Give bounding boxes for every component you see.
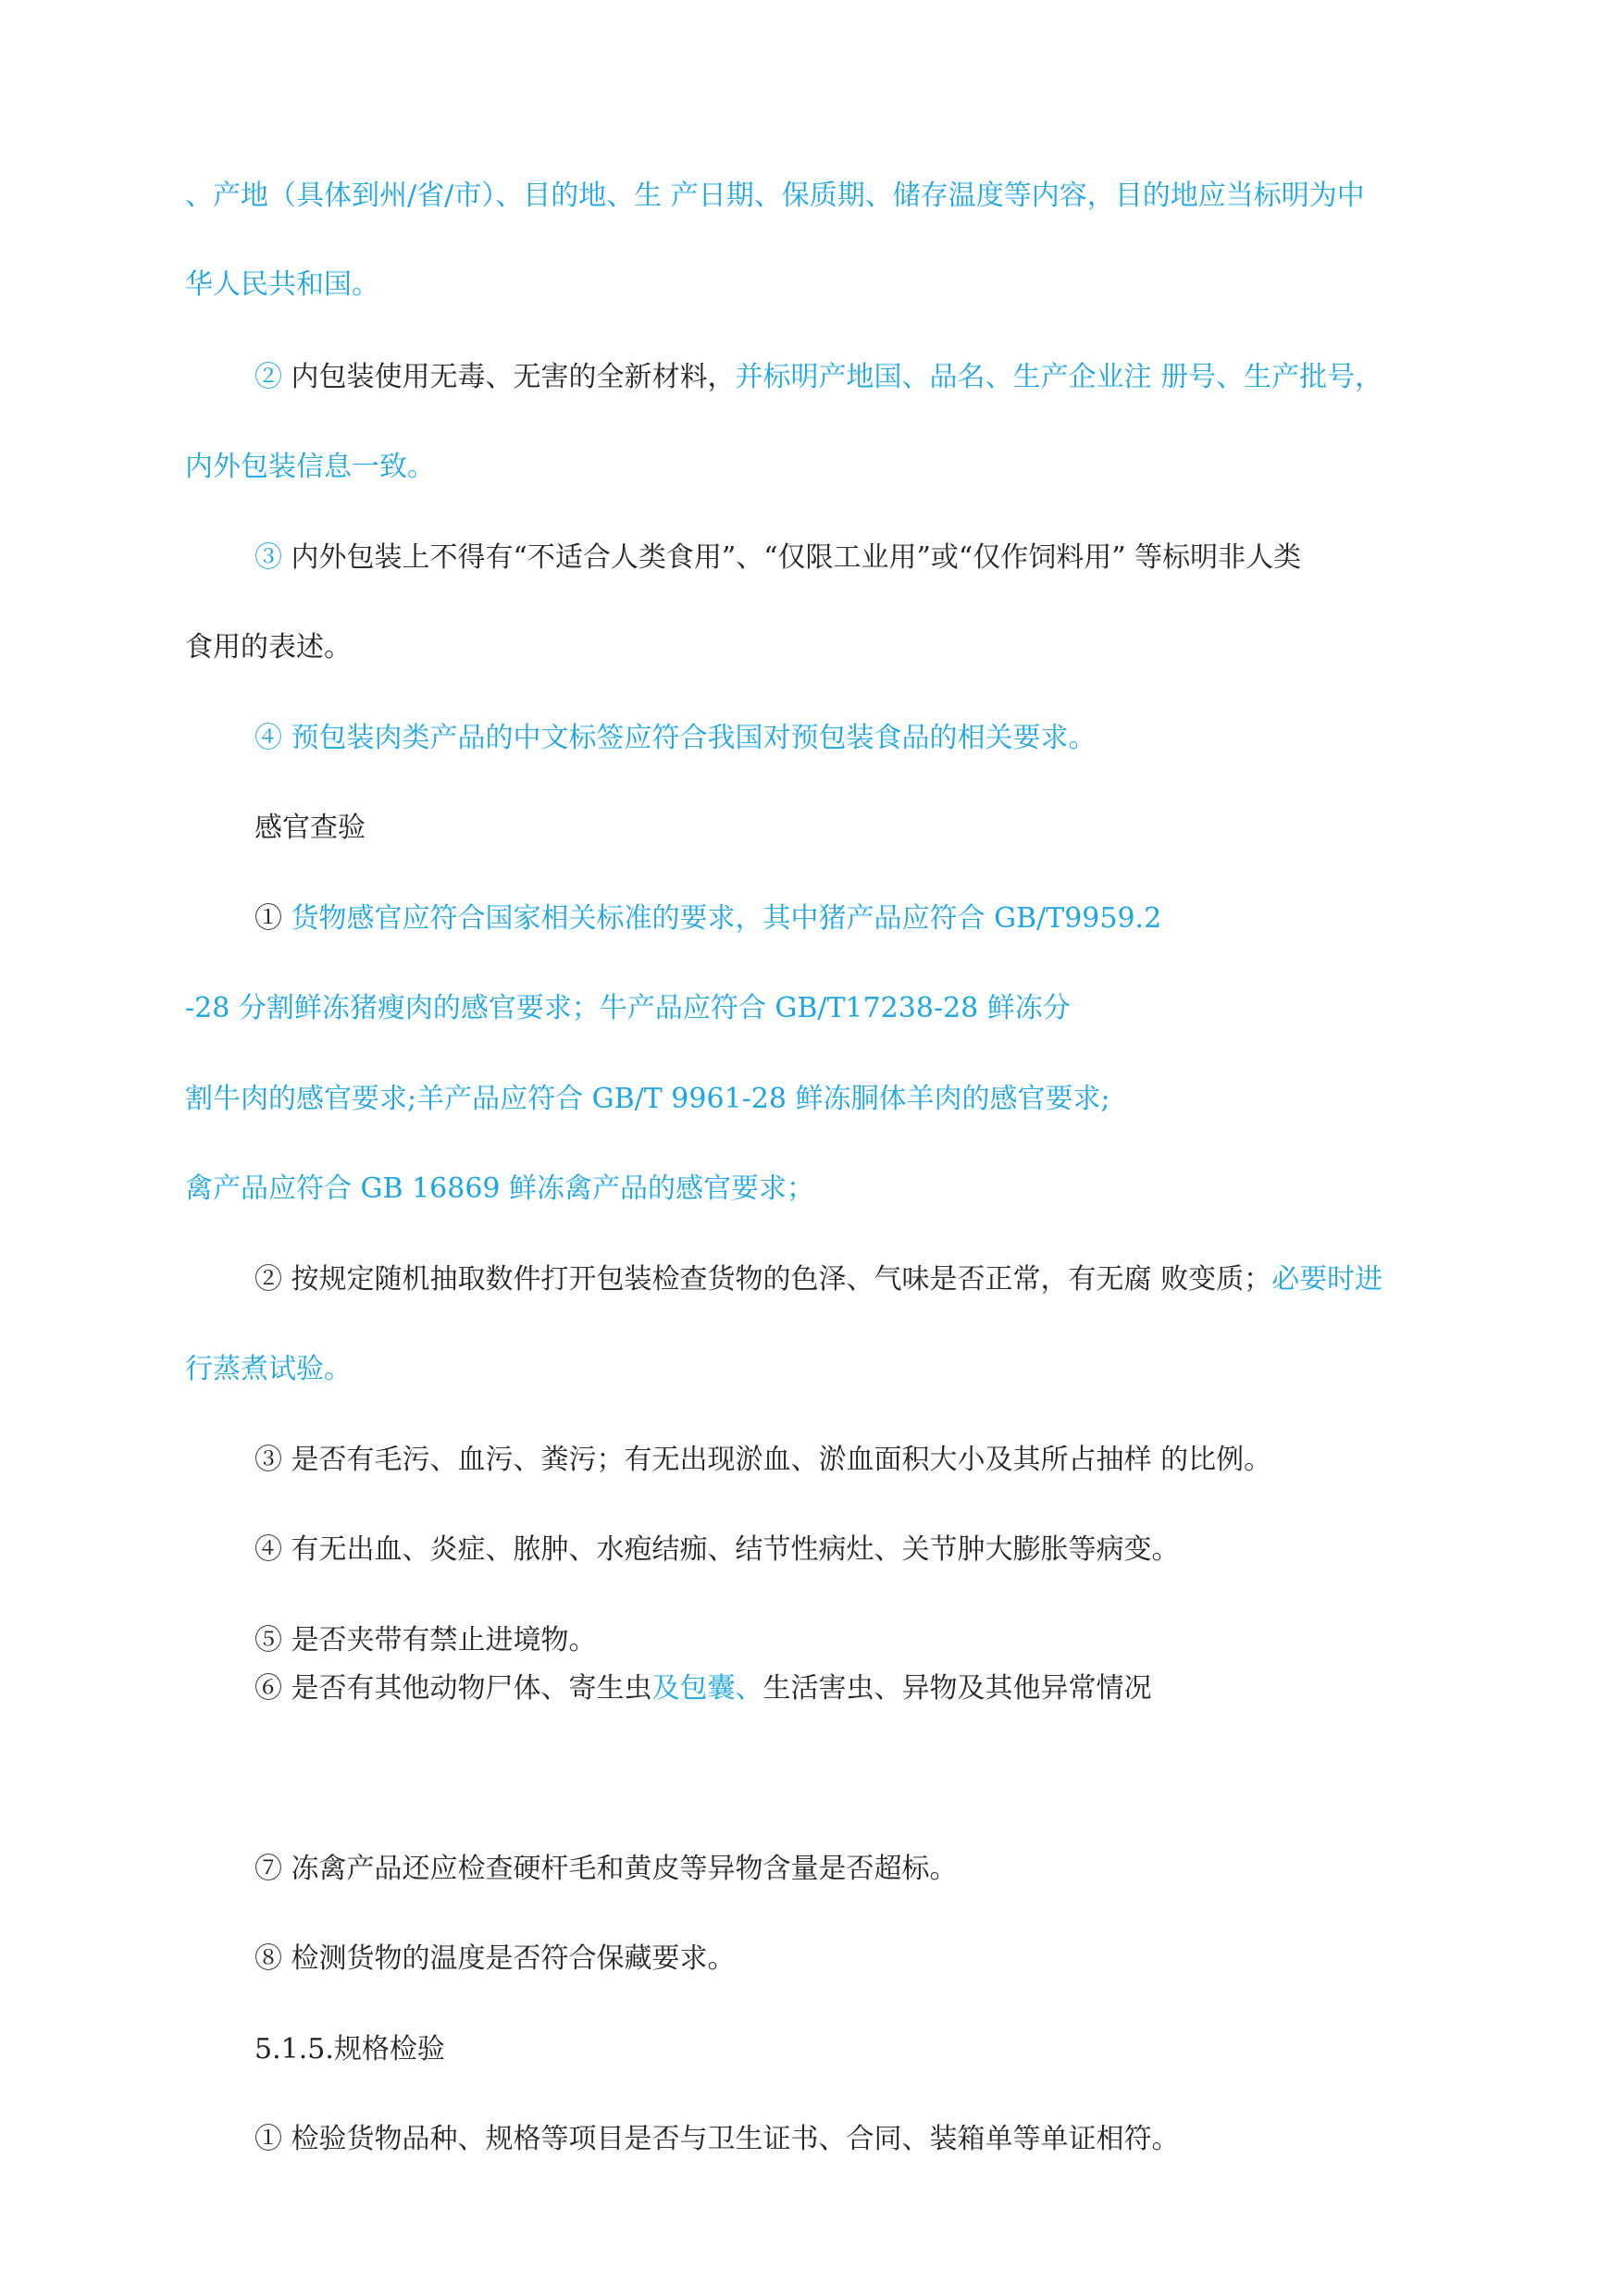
body-text: ⑧ 检测货物的温度是否符合保藏要求。	[254, 1942, 736, 1975]
highlighted-text: 禽产品应符合 GB 16869 鲜冻禽产品的感官要求；	[185, 1172, 815, 1205]
list-marker: ②	[254, 361, 291, 393]
body-text: ① 检验货物品种、规格等项目是否与卫生证书、合同、装箱单等单证相符。	[254, 2123, 1180, 2155]
list-item-1	[254, 2121, 1536, 2158]
highlighted-text: 割牛肉的感官要求;羊产品应符合 GB/T 9961-28 鲜冻胴体羊肉的感官要求;	[185, 1083, 1110, 1115]
list-item-4	[254, 720, 1536, 757]
text-line	[185, 629, 1536, 666]
text-line	[185, 1081, 1536, 1118]
highlighted-text: ④ 预包装肉类产品的中文标签应符合我国对预包装食品的相关要求。	[254, 722, 1097, 754]
highlighted-text: 及包囊、	[651, 1672, 763, 1705]
text-line	[185, 990, 1536, 1027]
body-text: ③ 是否有毛污、血污、粪污；有无出现淤血、淤血面积大小及其所占抽样 的比例。	[254, 1444, 1272, 1476]
list-item-3	[254, 1442, 1536, 1479]
list-item-2	[254, 1261, 1536, 1298]
list-item-6	[254, 1670, 1536, 1707]
body-text: 生活害虫、异物及其他异常情况	[762, 1672, 1152, 1705]
highlighted-text: 并标明产地国、品名、生产企业注 册号、生产批号，	[735, 361, 1383, 393]
heading-text: 5.1.5.规格检验	[254, 2033, 445, 2066]
list-marker: ①	[254, 902, 291, 935]
list-item-1	[254, 900, 1536, 937]
section-heading	[254, 2031, 1536, 2068]
list-marker: ③	[254, 541, 291, 574]
body-text: 内包装使用无毒、无害的全新材料，	[291, 361, 736, 393]
list-item-7	[254, 1851, 1536, 1888]
body-text: ② 按规定随机抽取数件打开包装检查货物的色泽、气味是否正常，有无腐 败变质；	[254, 1263, 1272, 1296]
list-item-2	[254, 359, 1536, 396]
list-item-3	[254, 540, 1536, 577]
body-text: 内外包装上不得有“不适合人类食用”、“仅限工业用”或“仅作饲料用” 等标明非人类	[291, 541, 1302, 574]
list-item-8	[254, 1941, 1536, 1978]
body-text: ⑦ 冻禽产品还应检查硬杆毛和黄皮等异物含量是否超标。	[254, 1853, 958, 1885]
highlighted-text: 内外包装信息一致。	[185, 451, 435, 483]
highlighted-text: -28 分割鲜冻猪瘦肉的感官要求；牛产品应符合 GB/T17238-28 鲜冻分	[185, 992, 1071, 1024]
body-text: ④ 有无出血、炎症、脓肿、水疱结痂、结节性病灶、关节肿大膨胀等病变。	[254, 1533, 1180, 1566]
list-item-5	[254, 1622, 1536, 1659]
section-heading	[254, 810, 1536, 847]
body-text: ⑤ 是否夹带有禁止进境物。	[254, 1624, 597, 1656]
highlighted-text: 必要时进	[1271, 1263, 1383, 1296]
body-text: ⑥ 是否有其他动物尸体、寄生虫	[254, 1672, 652, 1705]
highlighted-text: 货物感官应符合国家相关标准的要求，其中猪产品应符合 GB/T9959.2	[291, 902, 1162, 935]
highlighted-text: 华人民共和国。	[185, 268, 379, 301]
highlighted-text: 行蒸煮试验。	[185, 1353, 352, 1385]
body-text: 食用的表述。	[185, 631, 352, 664]
heading-text: 感官查验	[254, 812, 366, 844]
text-line	[185, 449, 1536, 486]
list-item-4	[254, 1532, 1536, 1569]
text-line	[185, 178, 1536, 215]
highlighted-text: 、产地（具体到州/省/市）、目的地、生 产日期、保质期、储存温度等内容，目的地应当标明为中	[185, 180, 1365, 212]
text-line	[185, 1351, 1536, 1388]
text-line	[185, 267, 1536, 304]
text-line	[185, 1171, 1536, 1208]
